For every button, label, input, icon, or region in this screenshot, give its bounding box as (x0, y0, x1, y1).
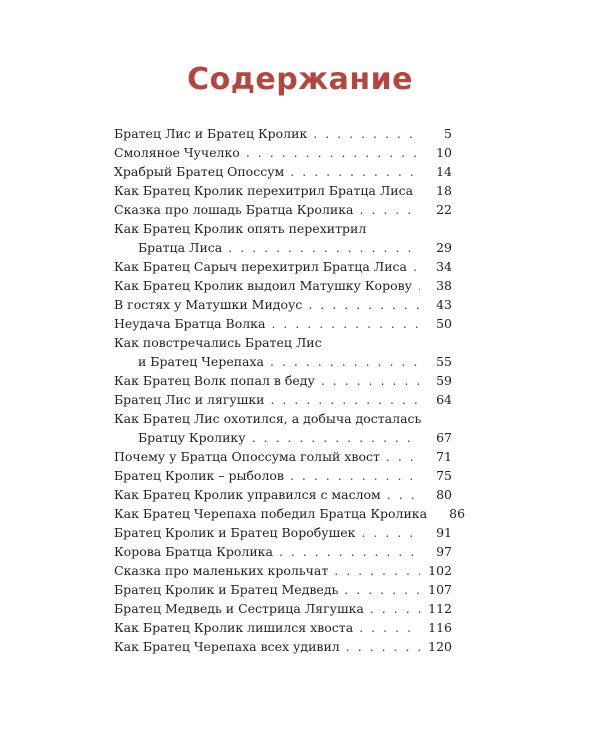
toc-entry[interactable] (114, 466, 452, 485)
toc-entry-title: В гостях у Матушки Мидоус (114, 297, 303, 312)
dot-leader (290, 466, 420, 485)
toc-page-number: 120 (428, 639, 452, 654)
toc-entry[interactable] (114, 618, 452, 637)
toc-entry[interactable] (114, 143, 452, 162)
dot-leader (413, 257, 420, 276)
page-title: Содержание (187, 62, 413, 97)
toc-entry[interactable] (114, 200, 452, 219)
toc-page-number: 91 (436, 525, 452, 540)
toc-page-number: 38 (436, 278, 452, 293)
toc-page-number: 5 (444, 126, 452, 141)
toc-entry[interactable] (114, 333, 452, 371)
toc-entry[interactable] (114, 599, 452, 618)
toc-entry-title: Почему у Братца Опоссума голый хвост (114, 449, 380, 464)
toc-entry-title: Неудача Братца Волка (114, 316, 266, 331)
toc-page-number: 71 (436, 449, 452, 464)
toc-page-number: 97 (436, 544, 452, 559)
dot-leader (334, 561, 420, 580)
toc-entry[interactable] (114, 504, 466, 523)
toc-entry[interactable] (114, 124, 452, 143)
dot-leader (270, 352, 420, 371)
toc-entry-title: Сказка про маленьких крольчат (114, 563, 329, 578)
dot-leader (359, 618, 420, 637)
toc-entry-title: Братец Медведь и Сестрица Лягушка (114, 601, 364, 616)
toc-page-number: 64 (436, 392, 452, 407)
toc-entry[interactable] (114, 314, 452, 333)
toc-entry[interactable] (114, 276, 452, 295)
toc-entry-title: Как Братец Кролик опять перехитрил (114, 221, 367, 236)
toc-entry-continuation (114, 238, 452, 257)
toc-entry[interactable] (114, 371, 452, 390)
toc-entry[interactable] (114, 162, 452, 181)
toc-page-number: 86 (449, 506, 466, 521)
dot-leader (419, 181, 420, 200)
toc-page-number: 14 (436, 164, 452, 179)
toc-entry-title: Смоляное Чучелко (114, 145, 240, 160)
toc-entry[interactable] (114, 219, 452, 257)
toc-page-number: 43 (436, 297, 452, 312)
toc-page-number: 22 (436, 202, 452, 217)
toc-entry-title: Братец Лис и Братец Кролик (114, 126, 308, 141)
dot-leader (228, 238, 420, 257)
toc-entry[interactable] (114, 542, 452, 561)
toc-page-number: 80 (436, 487, 452, 502)
dot-leader (386, 447, 420, 466)
toc-page-number: 112 (428, 601, 452, 616)
toc-entry[interactable] (114, 409, 452, 447)
toc-entry-continuation (114, 352, 452, 371)
toc-entry-title: Как Братец Кролик перехитрил Братца Лиса (114, 183, 414, 198)
toc-entry-title: Храбрый Братец Опоссум (114, 164, 285, 179)
toc-entry-title: Как Братец Кролик лишился хвоста (114, 620, 354, 635)
dot-leader (418, 276, 420, 295)
toc-entry-title: Как Братец Черепаха всех удивил (114, 639, 340, 654)
dot-leader (360, 200, 421, 219)
dot-leader (313, 124, 420, 143)
toc-entry-title: Братец Кролик и Братец Воробушек (114, 525, 356, 540)
dot-leader (271, 314, 420, 333)
toc-entry[interactable] (114, 637, 452, 656)
toc-page-number: 59 (436, 373, 452, 388)
dot-leader (246, 143, 420, 162)
toc-page-number: 10 (436, 145, 452, 160)
toc-page-number: 55 (436, 354, 452, 369)
dot-leader (252, 428, 420, 447)
toc-entry-title: Как Братец Черепаха победил Братца Кролика (114, 506, 428, 521)
toc-entry[interactable] (114, 561, 452, 580)
toc-entry-title: Братец Лис и лягушки (114, 392, 265, 407)
toc-entry-title: Как повстречались Братец Лис (114, 335, 322, 350)
toc-page-number: 107 (428, 582, 452, 597)
toc-entry-title: Сказка про лошадь Братца Кролика (114, 202, 354, 217)
dot-leader (321, 371, 420, 390)
toc-page-number: 116 (428, 620, 452, 635)
toc-entry-title: Как Братец Лис охотился, а добыча досталась (114, 411, 422, 426)
toc-entry-continuation (114, 428, 452, 447)
toc-entry-title: Корова Братца Кролика (114, 544, 273, 559)
toc-entry-title: Как Братец Волк попал в беду (114, 373, 315, 388)
toc-entry-title-continued: Братца Лиса (138, 240, 223, 255)
toc-page-number: 75 (436, 468, 452, 483)
toc-page-number: 102 (428, 563, 452, 578)
dot-leader (271, 390, 420, 409)
toc-page-number: 67 (436, 430, 452, 445)
toc-entry[interactable] (114, 181, 452, 200)
toc-entry-title-continued: Братцу Кролику (138, 430, 246, 445)
table-of-contents (114, 124, 466, 656)
toc-page-number: 34 (436, 259, 452, 274)
toc-page-number: 29 (436, 240, 452, 255)
toc-entry[interactable] (114, 257, 452, 276)
dot-leader (370, 599, 420, 618)
toc-entry[interactable] (114, 390, 452, 409)
toc-entry-title: Как Братец Кролик управился с маслом (114, 487, 381, 502)
dot-leader (346, 637, 420, 656)
toc-entry-title: Как Братец Кролик выдоил Матушку Корову (114, 278, 412, 293)
dot-leader (387, 485, 420, 504)
toc-entry[interactable] (114, 580, 452, 599)
toc-entry-title: Братец Кролик – рыболов (114, 468, 284, 483)
dot-leader (290, 162, 420, 181)
toc-entry-title: Как Братец Сарыч перехитрил Братца Лиса (114, 259, 407, 274)
dot-leader (279, 542, 420, 561)
toc-page-number: 50 (436, 316, 452, 331)
toc-entry[interactable] (114, 485, 452, 504)
dot-leader (308, 295, 420, 314)
toc-entry[interactable] (114, 447, 452, 466)
toc-entry-title-continued: и Братец Черепаха (138, 354, 265, 369)
toc-entry-title: Братец Кролик и Братец Медведь (114, 582, 339, 597)
toc-page-number: 18 (436, 183, 452, 198)
toc-entry[interactable] (114, 295, 452, 314)
dot-leader (361, 523, 420, 542)
toc-entry[interactable] (114, 523, 452, 542)
dot-leader (344, 580, 420, 599)
